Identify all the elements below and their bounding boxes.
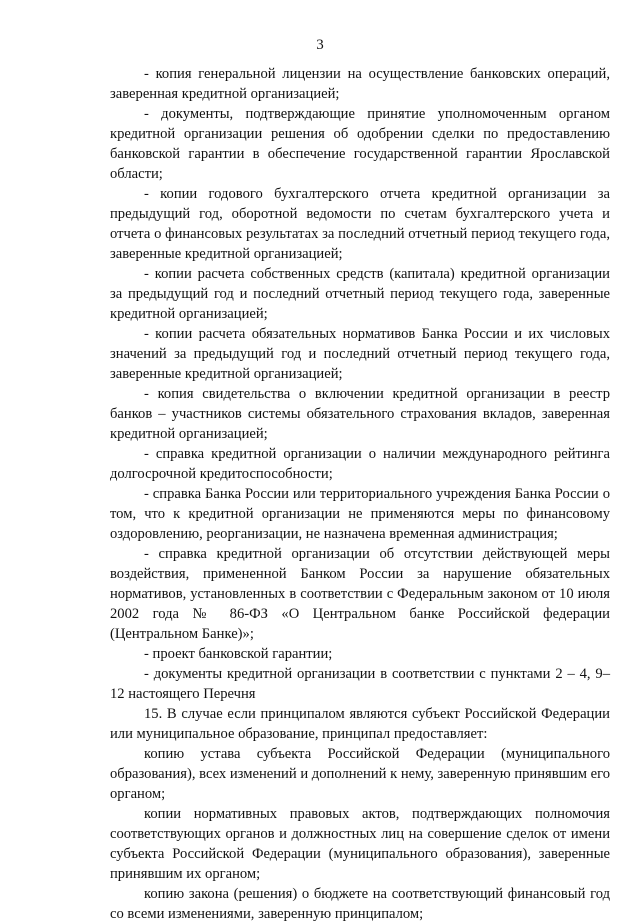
paragraph-international-rating: - справка кредитной организации о наличии международного рейтинга долгосрочной кредитоспособности; [110, 446, 610, 482]
paragraph-normative-acts: копии нормативных правовых актов, подтверждающих полномочия соответствующих органов и должностных лиц на совершение сделок от имени субъекта Российской Федерации (муниципального образования), заверенные принявшим их органом; [110, 806, 610, 882]
paragraph-mandatory-ratios: - копии расчета обязательных нормативов Банка России и их числовых значений за предыдущий год и последний отчетный период текущего года, заверенные кредитной организацией; [110, 326, 610, 382]
paragraph-guarantee-draft: - проект банковской гарантии; [144, 646, 333, 662]
paragraph-no-enforcement-measures: - справка кредитной организации об отсутствии действующей меры воздействия, примененной Банком России за нарушение обязательных нормативов, установленных в соответствии с Федеральным законом от 10 июля 2002 года № 86-ФЗ «О Центральном банке Российской федерации (Центральном Банке)»; [110, 546, 610, 642]
page-number: 3 [316, 37, 324, 53]
paragraph-own-funds-calculation: - копии расчета собственных средств (капитала) кредитной организации за предыдущий год и последний отчетный период текущего года, заверенные кредитной организацией; [110, 266, 610, 322]
paragraph-annual-report-copies: - копии годового бухгалтерского отчета кредитной организации за предыдущий год, оборотной ведомости по счетам бухгалтерского учета и отчета о финансовых результатах за последний отчетный период текущего года, заверенные кредитной организацией; [110, 186, 610, 262]
paragraph-general-license-copy: - копия генеральной лицензии на осуществление банковских операций, заверенная кредитной организацией; [110, 66, 610, 102]
paragraph-deposit-insurance-certificate: - копия свидетельства о включении кредитной организации в реестр банков – участников системы обязательного страхования вкладов, заверенная кредитной организацией; [110, 386, 610, 442]
paragraph-bank-of-russia-certificate: - справка Банка России или территориального учреждения Банка России о том, что к кредитной организации не применяются меры по финансовому оздоровлению, реорганизации, не назначена временная администрация; [110, 486, 610, 542]
paragraph-approval-documents: - документы, подтверждающие принятие уполномоченным органом кредитной организации решения об одобрении сделки по предоставлению банковской гарантии в обеспечение государственной гарантии Ярославской области; [110, 106, 610, 182]
paragraph-charter-copy: копию устава субъекта Российской Федерации (муниципального образования), всех изменений и дополнений к нему, заверенную принявшим его органом; [110, 746, 610, 802]
paragraph-budget-law: копию закона (решения) о бюджете на соответствующий финансовый год со всеми изменениями, заверенную принципалом; [110, 886, 610, 922]
document-body [110, 64, 610, 924]
paragraph-item-15: 15. В случае если принципалом являются субъект Российской Федерации или муниципальное образование, принципал предоставляет: [110, 706, 610, 742]
paragraph-credit-org-documents: - документы кредитной организации в соответствии с пунктами 2 – 4, 9– 12 настоящего Перечня [110, 666, 610, 702]
